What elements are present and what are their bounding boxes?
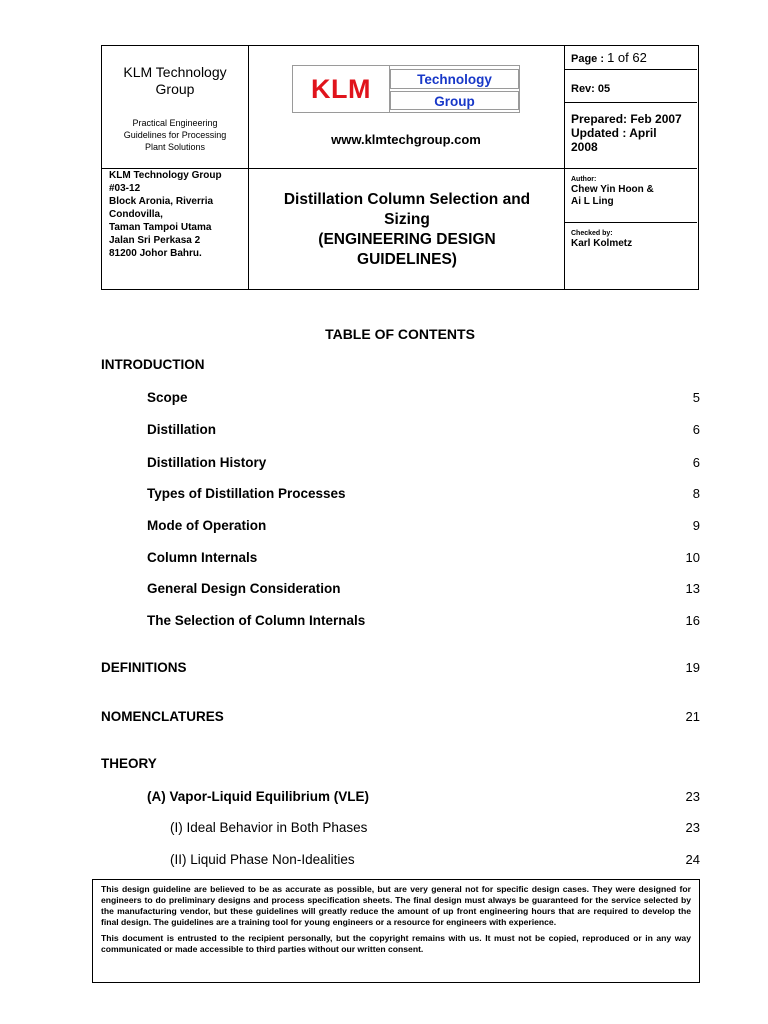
toc-page-number: 6 [692, 422, 700, 437]
toc-entry[interactable]: (A) Vapor-Liquid Equilibrium (VLE) [147, 789, 369, 804]
website-url: www.klmtechgroup.com [331, 132, 481, 147]
toc-entry[interactable]: Mode of Operation [147, 518, 267, 533]
disclaimer-box [92, 879, 700, 983]
header-divider [564, 69, 697, 70]
toc-heading[interactable]: THEORY [101, 756, 157, 771]
revision: Rev: 05 [571, 83, 611, 95]
document-header [101, 45, 699, 290]
toc-page-number: 23 [685, 789, 700, 804]
author-label: Author: [571, 176, 597, 183]
page-label: Page : [571, 53, 605, 65]
document-dates: Prepared: Feb 2007 Updated : April 2008 [571, 112, 682, 154]
toc-page-number: 10 [685, 550, 700, 565]
toc-page-number: 6 [692, 455, 700, 470]
author-names: Chew Yin Hoon & Ai L Ling [571, 184, 654, 207]
toc-heading[interactable]: NOMENCLATURES [101, 709, 224, 724]
toc-entry[interactable]: Column Internals [147, 550, 258, 565]
toc-heading[interactable]: DEFINITIONS [101, 660, 187, 675]
toc-page-number: 8 [692, 486, 700, 501]
disclaimer-paragraph: This design guideline are believed to be as accurate as possible, but are very general not for specific design cases. They were designed for engineers to do preliminary designs and process specification sheets. The final design must always be guaranteed for the service selected by the manufacturing vendor, but these guidelines will greatly reduce the amount of up front engineering hours that are required to develop the final design. The guidelines are a training tool for young engineers or a resource for engineers with experience. [101, 884, 691, 927]
toc-page-number: 9 [692, 518, 700, 533]
company-name: KLM Technology Group [123, 64, 227, 97]
logo-group-text: Group [390, 91, 519, 110]
checked-label: Checked by: [571, 230, 613, 237]
toc-title: TABLE OF CONTENTS [325, 326, 475, 342]
toc-page-number: 21 [685, 709, 700, 724]
toc-entry[interactable]: Types of Distillation Processes [147, 486, 346, 501]
toc-page-number: 16 [685, 613, 700, 628]
checked-name: Karl Kolmetz [571, 238, 633, 249]
page-number [571, 51, 647, 66]
company-logo [292, 65, 520, 113]
company-tagline: Practical Engineering Guidelines for Processing Plant Solutions [123, 118, 227, 152]
copyright-paragraph: This document is entrusted to the recipient personally, but the copyright remains with us. It must not be copied, reproduced or in any way communicated or made accessible to third parties without our written consent. [101, 933, 691, 954]
toc-heading[interactable]: INTRODUCTION [101, 357, 205, 372]
author-block [571, 175, 654, 208]
logo-klm-text: KLM [311, 74, 371, 104]
toc-entry[interactable]: General Design Consideration [147, 581, 341, 596]
page-value: 1 of 62 [607, 50, 647, 65]
toc-entry[interactable]: The Selection of Column Internals [147, 613, 366, 628]
document-title: Distillation Column Selection and Sizing (ENGINEERING DESIGN GUIDELINES) [283, 191, 531, 268]
toc-subentry[interactable]: (I) Ideal Behavior in Both Phases [170, 820, 368, 835]
toc-subentry[interactable]: (II) Liquid Phase Non-Idealities [170, 852, 355, 867]
toc-page-number: 5 [692, 390, 700, 405]
toc-entry[interactable]: Distillation History [147, 455, 267, 470]
toc-entry[interactable]: Distillation [147, 422, 217, 437]
toc-page-number: 19 [685, 660, 700, 675]
toc-page-number: 13 [685, 581, 700, 596]
header-divider [564, 222, 697, 223]
checked-block [571, 229, 632, 250]
toc-page-number: 23 [685, 820, 700, 835]
toc-page-number: 24 [685, 852, 700, 867]
toc-entry[interactable]: Scope [147, 390, 188, 405]
logo-technology-text: Technology [390, 69, 519, 89]
header-divider [564, 102, 697, 103]
company-address: KLM Technology Group #03-12 Block Aronia, Riverria Condovilla, Taman Tampoi Utama Jalan Sri Perkasa 2 81200 Johor Bahru. [109, 170, 222, 259]
